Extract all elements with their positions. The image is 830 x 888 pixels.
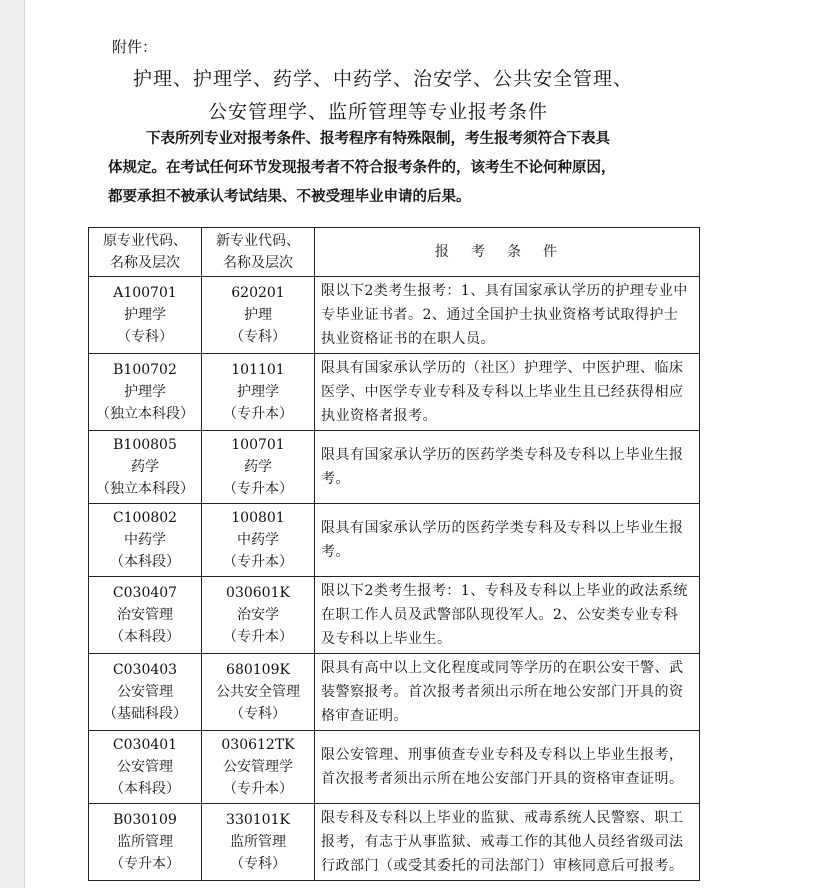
old-major-cell (89, 504, 202, 577)
new-major-cell (202, 504, 315, 577)
old-major-cell (89, 577, 202, 654)
condition-cell: 限具有高中以上文化程度或同等学历的在职公安干警、武装警察报考。首次报考者须出示所在地公安部门开具的资格审查证明。 (315, 654, 700, 731)
old-level: （专升本） (110, 856, 180, 872)
new-major-cell (202, 431, 315, 504)
table-header-row (89, 228, 700, 277)
attachment-label: 附件： (112, 38, 158, 56)
old-level: （独立本科段） (96, 406, 194, 422)
old-major-cell (89, 654, 202, 731)
condition-cell: 限以下2类考生报考：1、具有国家承认学历的护理专业中专毕业证书者。2、通过全国护士执业资格考试取得护士执业资格证书的在职人员。 (315, 277, 700, 354)
new-major-cell (202, 731, 315, 804)
intro-line: 都要承担不被承认考试结果、不被受理毕业申请的后果。 (108, 188, 471, 205)
old-code: A100701 (113, 285, 177, 301)
intro-paragraph (108, 124, 708, 211)
new-level: （专科） (230, 856, 286, 872)
old-code: C030401 (112, 737, 178, 753)
old-level: （专科） (117, 329, 173, 345)
new-code: 620201 (231, 285, 285, 301)
title-line-2: 公安管理学、监所管理等专业报考条件 (208, 101, 549, 123)
new-level: （专科） (230, 329, 286, 345)
new-code: 101101 (231, 362, 285, 378)
new-name: 监所管理 (230, 834, 286, 850)
intro-line: 下表所列专业对报考条件、报考程序有特殊限制，考生报考须符合下表具 (146, 130, 610, 147)
table-row (89, 354, 700, 431)
old-name: 护理学 (124, 307, 166, 323)
intro-line: 体规定。在考试任何环节发现报考者不符合报考条件的，该考生不论何种原因， (108, 159, 616, 176)
new-name: 公安管理学 (223, 759, 293, 775)
table-row (89, 431, 700, 504)
old-level: （本科段） (110, 554, 180, 570)
new-name: 公共安全管理 (216, 684, 300, 700)
new-level: （专升本） (223, 629, 293, 645)
table-row (89, 654, 700, 731)
new-major-cell (202, 654, 315, 731)
new-code: 680109K (226, 662, 290, 678)
condition-cell: 限专科及专科以上毕业的监狱、戒毒系统人民警察、职工报考，有志于从事监狱、戒毒工作的其他人员经省级司法行政部门（或受其委托的司法部门）审核同意后可报考。 (315, 804, 700, 881)
new-level: （专升本） (223, 781, 293, 797)
table-row (89, 277, 700, 354)
new-level: （专升本） (223, 554, 293, 570)
new-name: 治安学 (237, 607, 279, 623)
old-code: B100702 (113, 362, 177, 378)
new-code: 100701 (231, 437, 285, 453)
old-level: （本科段） (110, 781, 180, 797)
old-name: 公安管理 (117, 684, 173, 700)
table-row (89, 504, 700, 577)
old-level: （本科段） (110, 629, 180, 645)
table-row (89, 804, 700, 881)
old-level: （基础科段） (103, 706, 187, 722)
condition-cell: 限具有国家承认学历的医药学类专科及专科以上毕业生报考。 (315, 431, 700, 504)
new-name: 药学 (244, 459, 272, 475)
new-name: 护理学 (237, 384, 279, 400)
table-row (89, 577, 700, 654)
table-row (89, 731, 700, 804)
old-major-cell (89, 277, 202, 354)
old-major-cell (89, 431, 202, 504)
old-code: B100805 (113, 437, 177, 453)
new-major-cell (202, 354, 315, 431)
old-name: 监所管理 (117, 834, 173, 850)
new-level: （专升本） (223, 406, 293, 422)
old-name: 治安管理 (117, 607, 173, 623)
old-code: C030407 (112, 585, 178, 601)
old-code: C100802 (112, 510, 178, 526)
new-major-cell (202, 804, 315, 881)
old-major-cell (89, 804, 202, 881)
header-conditions: 报考条件 (315, 228, 700, 277)
condition-cell: 限具有国家承认学历的（社区）护理学、中医护理、临床医学、中医学专业专科及专科以上毕业生且已经获得相应执业资格者报考。 (315, 354, 700, 431)
old-name: 药学 (131, 459, 159, 475)
condition-cell: 限公安管理、刑事侦查专业专科及专科以上毕业生报考，首次报考者须出示所在地公安部门开具的资格审查证明。 (315, 731, 700, 804)
condition-cell: 限具有国家承认学历的医药学类专科及专科以上毕业生报考。 (315, 504, 700, 577)
old-name: 公安管理 (117, 759, 173, 775)
old-name: 护理学 (124, 384, 166, 400)
new-level: （专科） (230, 706, 286, 722)
old-major-cell (89, 731, 202, 804)
conditions-table (88, 227, 700, 881)
new-code: 030612TK (221, 737, 295, 753)
new-code: 100801 (231, 510, 285, 526)
new-level: （专升本） (223, 481, 293, 497)
new-code: 030601K (226, 585, 290, 601)
old-code: B030109 (113, 812, 177, 828)
old-major-cell (89, 354, 202, 431)
header-old-code: 原专业代码、 名称及层次 (89, 228, 202, 277)
new-code: 330101K (226, 812, 290, 828)
new-name: 护理 (244, 307, 272, 323)
header-new-code: 新专业代码、 名称及层次 (202, 228, 315, 277)
condition-cell: 限以下2类考生报考：1、专科及专科以上毕业的政法系统在职工作人员及武警部队现役军人。2、公安类专业专科及专科以上毕业生。 (315, 577, 700, 654)
old-code: C030403 (112, 662, 178, 678)
new-major-cell (202, 577, 315, 654)
new-major-cell (202, 277, 315, 354)
new-name: 中药学 (237, 532, 279, 548)
title-line-1: 护理、护理学、药学、中药学、治安学、公共安全管理、 (133, 68, 634, 90)
old-level: （独立本科段） (96, 481, 194, 497)
old-name: 中药学 (124, 532, 166, 548)
